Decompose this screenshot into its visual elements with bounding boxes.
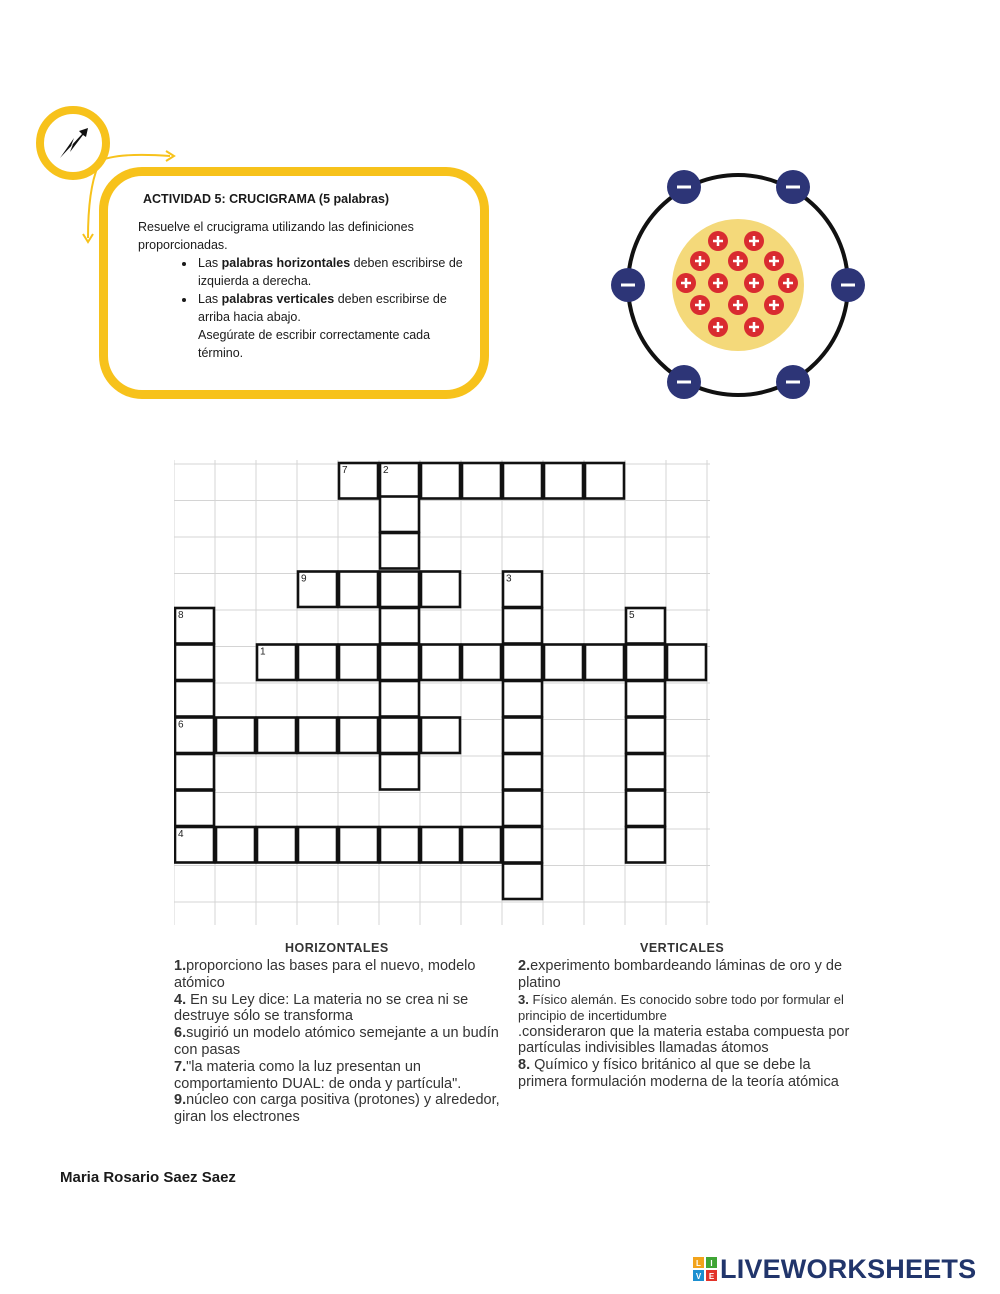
instructions-body (138, 210, 473, 362)
crossword-cell[interactable] (298, 645, 337, 681)
crossword-cell[interactable] (626, 754, 665, 790)
emblem-circle (40, 110, 106, 176)
proton-icon (708, 231, 728, 251)
svg-text:L: L (696, 1259, 701, 1268)
activity-title: ACTIVIDAD 5: CRUCIGRAMA (5 palabras) (143, 192, 390, 206)
clue-h7: 7."la materia como la luz presentan un comportamiento DUAL: de onda y partícula". (174, 1058, 462, 1092)
cell-number-label: 9 (301, 573, 307, 585)
crossword-cell[interactable] (380, 827, 419, 863)
electron-icon (776, 170, 810, 204)
crossword-cell[interactable] (380, 497, 419, 533)
crossword-cell[interactable] (503, 645, 542, 681)
crossword-cell[interactable] (503, 791, 542, 827)
crossword-cell[interactable] (380, 681, 419, 717)
electron-icon (776, 365, 810, 399)
crossword-cell[interactable] (339, 645, 378, 681)
crossword-cell[interactable] (626, 718, 665, 754)
crossword-cell[interactable] (585, 645, 624, 681)
crossword-cell[interactable] (298, 718, 337, 754)
electron-icon (611, 268, 645, 302)
cell-number-label: 7 (342, 465, 348, 476)
electron-icon (667, 170, 701, 204)
svg-text:V: V (695, 1272, 702, 1281)
crossword-cell[interactable] (421, 645, 460, 681)
proton-icon (708, 317, 728, 337)
clue-v8: 8. Químico y físico británico al que se debe la primera formulación moderna de la teoría atómica (518, 1057, 839, 1090)
crossword-cell[interactable] (626, 681, 665, 717)
crossword-cell[interactable] (216, 718, 255, 754)
crossword-cell[interactable] (216, 827, 255, 863)
crossword-cell[interactable] (503, 463, 542, 499)
clue-v2: 2.experimento bombardeando láminas de oro y de platino (518, 958, 843, 991)
clue-h6: 6.sugirió un modelo atómico semejante a un budín con pasas (174, 1025, 499, 1058)
clue-h1: 1.proporciono las bases para el nuevo, modelo atómico (174, 958, 476, 991)
cell-number-label: 8 (178, 610, 184, 621)
crossword-cell[interactable] (380, 608, 419, 644)
crossword-cell[interactable] (503, 864, 542, 900)
clue-h4: 4. En su Ley dice: La materia no se crea ni se destruye sólo se transforma (174, 991, 469, 1025)
crossword-cell[interactable] (380, 718, 419, 754)
crossword-cell[interactable] (585, 463, 624, 499)
crossword-cell[interactable] (175, 645, 214, 681)
electron-icon (667, 365, 701, 399)
crossword-cell[interactable] (503, 681, 542, 717)
crossword-cell[interactable] (175, 791, 214, 827)
author-name: Maria Rosario Saez Saez (60, 1169, 236, 1186)
proton-icon (778, 273, 798, 293)
svg-text:E: E (708, 1272, 715, 1281)
cell-number-label: 4 (178, 829, 184, 840)
proton-icon (690, 251, 710, 271)
instruction-bullet-vertical: • Las palabras verticales deben escribirse de arriba hacia abajo. Asegúrate de escribir correctamente cada término. (196, 290, 473, 362)
cell-number-label: 2 (383, 465, 389, 476)
clue-v-atoms: .consideraron que la materia estaba compuesta por partículas indivisibles llamadas átomos (518, 1023, 850, 1057)
proton-icon (744, 231, 764, 251)
crossword-cell[interactable] (503, 718, 542, 754)
crossword-cell[interactable] (339, 718, 378, 754)
vertical-clues (518, 958, 853, 1091)
crossword-cell[interactable] (503, 608, 542, 644)
crossword-cell[interactable] (503, 754, 542, 790)
brand-name: LIVEWORKSHEETS (720, 1253, 977, 1284)
crossword-cell[interactable] (503, 827, 542, 863)
crossword-cell[interactable] (298, 827, 337, 863)
clue-h9: 9.núcleo con carga positiva (protones) y alrededor, giran los electrones (174, 1092, 500, 1126)
proton-icon (690, 295, 710, 315)
proton-icon (728, 251, 748, 271)
cell-number-label: 6 (178, 719, 184, 731)
cell-number-label: 5 (629, 610, 635, 621)
crossword-cell[interactable] (626, 645, 665, 681)
crossword-cell[interactable] (339, 827, 378, 863)
clue-v3: 3. Físico alemán. Es conocido sobre todo por formular el principio de incertidumbre (518, 991, 844, 1023)
instructions-intro: Resuelve el crucigrama utilizando las definiciones proporcionadas. (138, 220, 414, 252)
proton-icon (676, 273, 696, 293)
atom-illustration (600, 160, 880, 410)
horizontal-clues (174, 958, 509, 1126)
curved-arrow-down (88, 166, 98, 238)
proton-icon (728, 295, 748, 315)
crossword-cell[interactable] (626, 791, 665, 827)
vertical-heading: VERTICALES (640, 941, 725, 955)
proton-icon (764, 251, 784, 271)
crossword-cell[interactable] (175, 681, 214, 717)
crossword-cell[interactable] (339, 572, 378, 608)
proton-icon (708, 273, 728, 293)
instruction-reminder: Asegúrate de escribir correctamente cada término. (198, 328, 431, 360)
crossword-cell[interactable] (462, 827, 501, 863)
crossword-cell[interactable] (462, 463, 501, 499)
instructions-list (138, 254, 473, 362)
word-cells (175, 463, 706, 899)
crossword-cell[interactable] (544, 645, 583, 681)
crossword-cell[interactable] (421, 572, 460, 608)
crossword-cell[interactable] (380, 533, 419, 569)
cell-number-label: 3 (506, 573, 512, 585)
liveworksheets-brand[interactable] (693, 1254, 976, 1284)
crossword-cell[interactable] (257, 827, 296, 863)
crossword-grid (174, 460, 710, 925)
crossword-cell[interactable] (380, 645, 419, 681)
crossword-cell[interactable] (380, 572, 419, 608)
crossword-cell[interactable] (462, 645, 501, 681)
cell-number-label: 1 (260, 646, 266, 658)
proton-icon (744, 273, 764, 293)
crossword-cell[interactable] (667, 645, 706, 681)
proton-icon (744, 317, 764, 337)
crossword-cell[interactable] (626, 827, 665, 863)
crossword-cell[interactable] (421, 718, 460, 754)
crossword-cell[interactable] (257, 718, 296, 754)
curved-arrow-right (98, 155, 170, 162)
horizontal-heading: HORIZONTALES (285, 941, 389, 955)
electron-icon (831, 268, 865, 302)
proton-icon (764, 295, 784, 315)
svg-text:I: I (710, 1259, 713, 1268)
crossword-cell[interactable] (175, 754, 214, 790)
crossword-cell[interactable] (421, 463, 460, 499)
crossword-cell[interactable] (380, 754, 419, 790)
liveworksheets-logo-icon (693, 1257, 717, 1281)
crossword-cell[interactable] (421, 827, 460, 863)
crossword-cell[interactable] (544, 463, 583, 499)
instruction-bullet-horizontal: • Las palabras horizontales deben escribirse de izquierda a derecha. (196, 254, 473, 290)
